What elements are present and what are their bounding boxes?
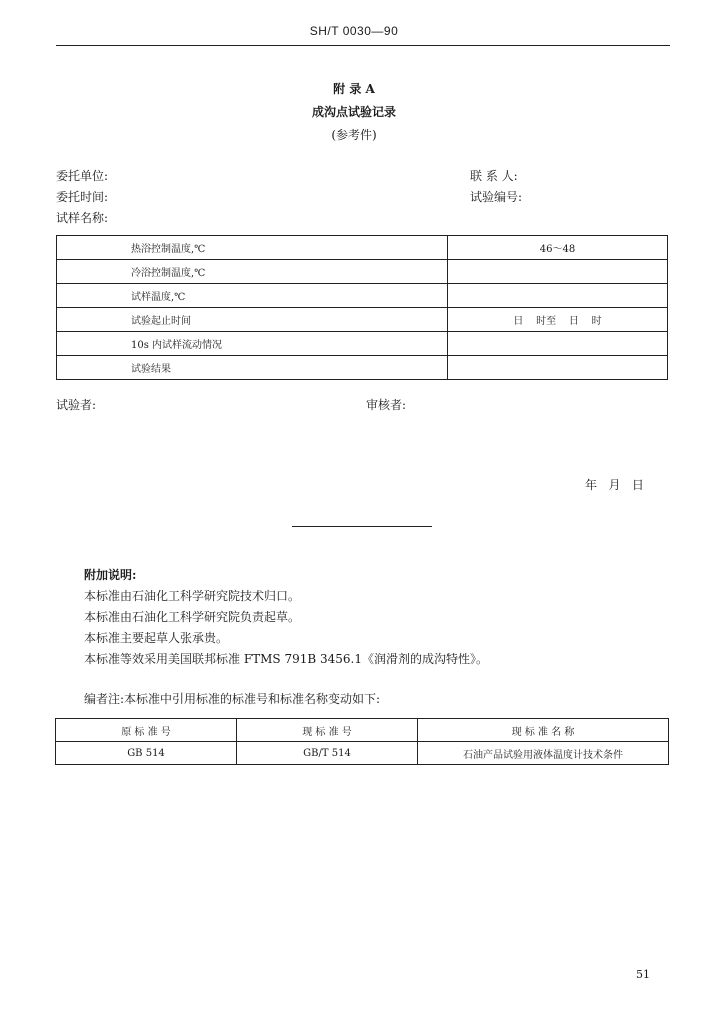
row-label: 试样温度,℃ <box>57 284 448 308</box>
table-row <box>56 742 669 765</box>
note-line: 本标准由石油化工科学研究院技术归口。 <box>84 589 301 603</box>
tester-label: 试验者: <box>56 398 97 412</box>
note-line: 本标准等效采用美国联邦标准 FTMS 791B 3456.1《润滑剂的成沟特性》。 <box>84 652 488 666</box>
row-label: 试验起止时间 <box>57 308 448 332</box>
appendix-subtitle: (参考件) <box>331 128 377 142</box>
table-row <box>57 236 668 260</box>
notes-heading: 附加说明: <box>84 568 137 582</box>
table-row <box>57 332 668 356</box>
test-record-table <box>56 235 668 380</box>
standards-table <box>55 718 669 765</box>
table-row <box>57 284 668 308</box>
note-line: 本标准主要起草人张承贵。 <box>84 631 229 645</box>
row-label: 10s 内试样流动情况 <box>57 332 448 356</box>
note-line: 本标准由石油化工科学研究院负责起草。 <box>84 610 301 624</box>
appendix-title: 成沟点试验记录 <box>311 105 396 119</box>
table-cell: GB/T 514 <box>237 742 418 765</box>
column-header: 现 标 准 号 <box>237 719 418 742</box>
table-row <box>57 356 668 380</box>
column-header: 现 标 准 名 称 <box>418 719 669 742</box>
appendix-label: 附 录 A <box>333 82 375 96</box>
header-rule <box>56 45 670 46</box>
date-label: 年 月 日 <box>585 478 644 492</box>
header-code: SH/T 0030—90 <box>309 24 399 38</box>
row-label: 试验结果 <box>57 356 448 380</box>
row-value <box>448 332 668 356</box>
reviewer-label: 审核者: <box>366 398 407 412</box>
test-number-label: 试验编号: <box>470 190 523 204</box>
row-label: 冷浴控制温度,℃ <box>57 260 448 284</box>
table-row <box>57 260 668 284</box>
table-header-row <box>56 719 669 742</box>
row-value <box>448 284 668 308</box>
row-value: 46～48 <box>448 236 668 260</box>
row-label: 热浴控制温度,℃ <box>57 236 448 260</box>
column-header: 原 标 准 号 <box>56 719 237 742</box>
contact-label: 联 系 人: <box>470 169 518 183</box>
table-row <box>57 308 668 332</box>
table-cell: 石油产品试验用液体温度计技术条件 <box>418 742 669 765</box>
client-unit-label: 委托单位: <box>56 169 109 183</box>
section-separator <box>292 526 432 527</box>
row-value <box>448 356 668 380</box>
table-cell: GB 514 <box>56 742 237 765</box>
editor-note: 编者注:本标准中引用标准的标准号和标准名称变动如下: <box>84 692 381 706</box>
page-number: 51 <box>636 968 650 981</box>
row-value <box>448 260 668 284</box>
client-time-label: 委托时间: <box>56 190 109 204</box>
row-value: 日 时至 日 时 <box>448 308 668 332</box>
sample-name-label: 试样名称: <box>56 211 109 225</box>
